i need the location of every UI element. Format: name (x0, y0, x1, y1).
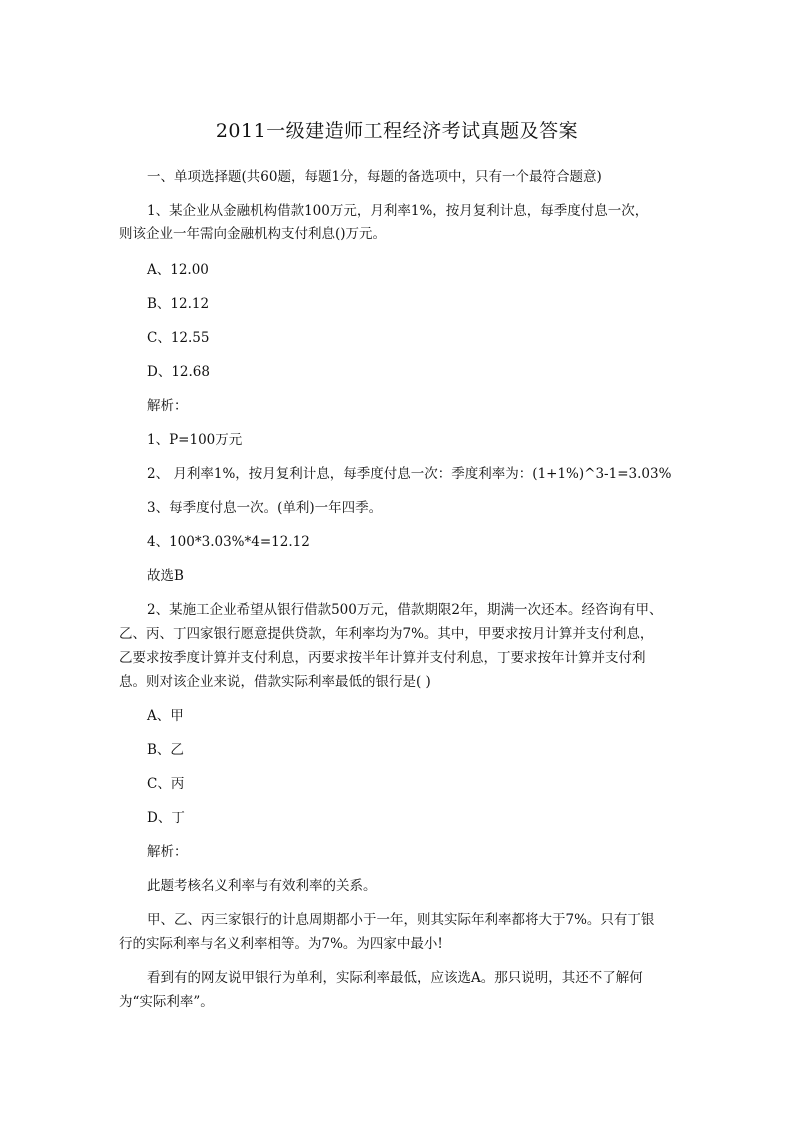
q1-option-a: A、12.00 (147, 262, 209, 278)
q2-analysis-3-line-2: 为“实际利率”。 (119, 994, 214, 1010)
q1-option-b: B、12.12 (147, 296, 210, 312)
q1-step-3: 3、每季度付息一次。(单利)一年四季。 (147, 500, 383, 516)
q1-step-2: 2、 月利率1%，按月复利计息，每季度付息一次：季度利率为：(1+1%)^3-1=3.03% (147, 466, 672, 482)
q1-stem-line-1: 1、某企业从金融机构借款100万元，月利率1%，按月复利计息，每季度付息一次， (147, 203, 649, 219)
q2-analysis-1: 此题考核名义利率与有效利率的关系。 (147, 878, 377, 894)
page-title: 2011一级建造师工程经济考试真题及答案 (215, 120, 579, 142)
q2-option-c: C、丙 (147, 776, 185, 792)
q1-stem-line-2: 则该企业一年需向金融机构支付利息()万元。 (119, 226, 387, 242)
q1-step-1: 1、P=100万元 (147, 432, 243, 448)
section-heading: 一、单项选择题(共60题，每题1分，每题的备选项中，只有一个最符合题意) (147, 169, 602, 185)
q1-analysis-label: 解析： (147, 398, 188, 414)
q2-analysis-2-line-2: 行的实际利率与名义利率相等。为7%。为四家中最小! (119, 936, 443, 952)
q2-stem-line-1: 2、某施工企业希望从银行借款500万元，借款期限2年，期满一次还本。经咨询有甲、 (147, 602, 663, 618)
q2-stem-line-2: 乙、丙、丁四家银行愿意提供贷款，年利率均为7%。其中，甲要求按月计算并支付利息， (119, 626, 654, 642)
q2-option-a: A、甲 (147, 708, 184, 724)
q2-analysis-2-line-1: 甲、乙、丙三家银行的计息周期都小于一年，则其实际年利率都将大于7%。只有丁银 (147, 912, 655, 928)
q2-analysis-label: 解析： (147, 844, 188, 860)
q2-stem-line-3: 乙要求按季度计算并支付利息，丙要求按半年计算并支付利息，丁要求按年计算并支付利 (119, 650, 646, 666)
q2-option-d: D、丁 (147, 810, 185, 826)
q1-step-4: 4、100*3.03%*4=12.12 (147, 534, 310, 550)
q2-option-b: B、乙 (147, 742, 184, 758)
q1-option-c: C、12.55 (147, 330, 210, 346)
q2-stem-line-4: 息。则对该企业来说，借款实际利率最低的银行是( ) (119, 674, 431, 690)
q1-answer: 故选B (147, 568, 184, 584)
q1-option-d: D、12.68 (147, 364, 210, 380)
q2-analysis-3-line-1: 看到有的网友说甲银行为单利，实际利率最低，应该选A。那只说明，其还不了解何 (147, 970, 643, 986)
